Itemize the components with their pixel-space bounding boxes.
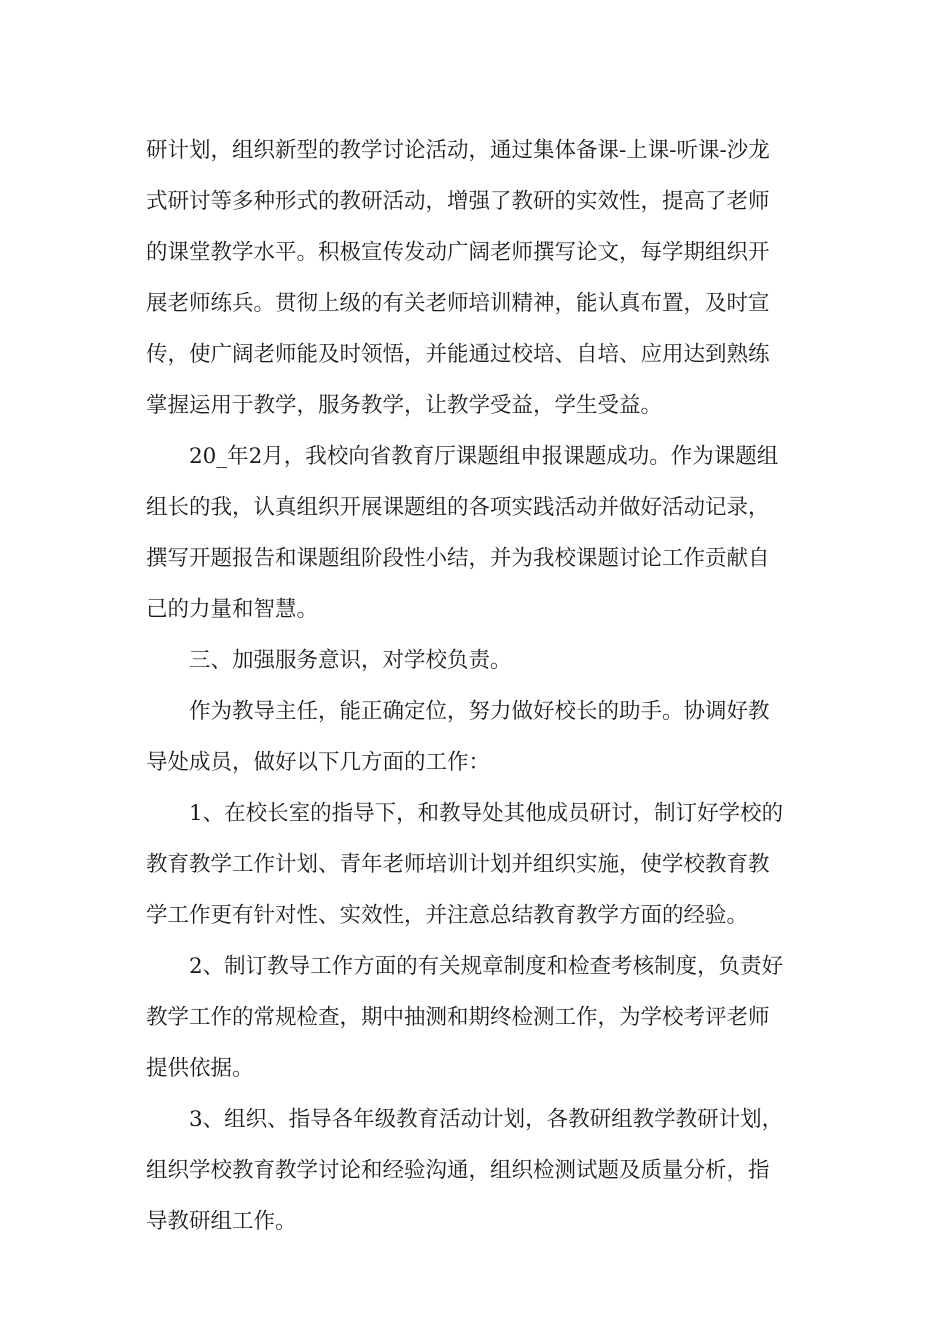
text-line: 提供依据。 <box>146 1056 254 1081</box>
paragraph-1 <box>146 125 808 431</box>
paragraph-2 <box>146 431 808 635</box>
text-line: 作为教导主任，能正确定位，努力做好校长的助手。协调好教 <box>189 699 770 724</box>
text-line: 的课堂教学水平。积极宣传发动广阔老师撰写论文，每学期组织开 <box>146 240 770 265</box>
text-line: 掌握运用于教学，服务教学，让教学受益，学生受益。 <box>146 393 663 418</box>
text-line: 3、组织、指导各年级教育活动计划，各教研组教学教研计划， <box>189 1107 784 1132</box>
text-line: 式研讨等多种形式的教研活动，增强了教研的实效性，提高了老师 <box>146 189 770 214</box>
list-item-1 <box>146 788 808 941</box>
text-line: 三、加强服务意识，对学校负责。 <box>189 648 512 673</box>
text-line: 教学工作的常规检查，期中抽测和期终检测工作，为学校考评老师 <box>146 1005 770 1030</box>
text-line: 展老师练兵。贯彻上级的有关老师培训精神，能认真布置，及时宣 <box>146 291 770 316</box>
text-line: 己的力量和智慧。 <box>146 597 319 622</box>
text-line: 2、制订教导工作方面的有关规章制度和检查考核制度，负责好 <box>189 954 784 979</box>
text-line: 教育教学工作计划、青年老师培训计划并组织实施，使学校教育教 <box>146 852 770 877</box>
text-line: 组织学校教育教学讨论和经验沟通，组织检测试题及质量分析，指 <box>146 1158 770 1183</box>
text-line: 1、在校长室的指导下，和教导处其他成员研讨，制订好学校的 <box>189 801 784 826</box>
text-line: 组长的我，认真组织开展课题组的各项实践活动并做好活动记录， <box>146 495 770 520</box>
paragraph-3 <box>146 686 808 788</box>
text-line: 撰写开题报告和课题组阶段性小结，并为我校课题讨论工作贡献自 <box>146 546 770 571</box>
list-item-2 <box>146 941 808 1094</box>
text-line: 研计划，组织新型的教学讨论活动，通过集体备课-上课-听课-沙龙 <box>146 138 770 163</box>
text-line: 20_年2月，我校向省教育厅课题组申报课题成功。作为课题组 <box>189 444 779 469</box>
document-body <box>146 125 808 1247</box>
text-line: 导处成员，做好以下几方面的工作： <box>146 750 491 775</box>
section-heading <box>146 635 808 686</box>
list-item-3 <box>146 1094 808 1247</box>
text-line: 导教研组工作。 <box>146 1209 297 1234</box>
text-line: 传，使广阔老师能及时领悟，并能通过校培、自培、应用达到熟练 <box>146 342 770 367</box>
text-line: 学工作更有针对性、实效性，并注意总结教育教学方面的经验。 <box>146 903 749 928</box>
